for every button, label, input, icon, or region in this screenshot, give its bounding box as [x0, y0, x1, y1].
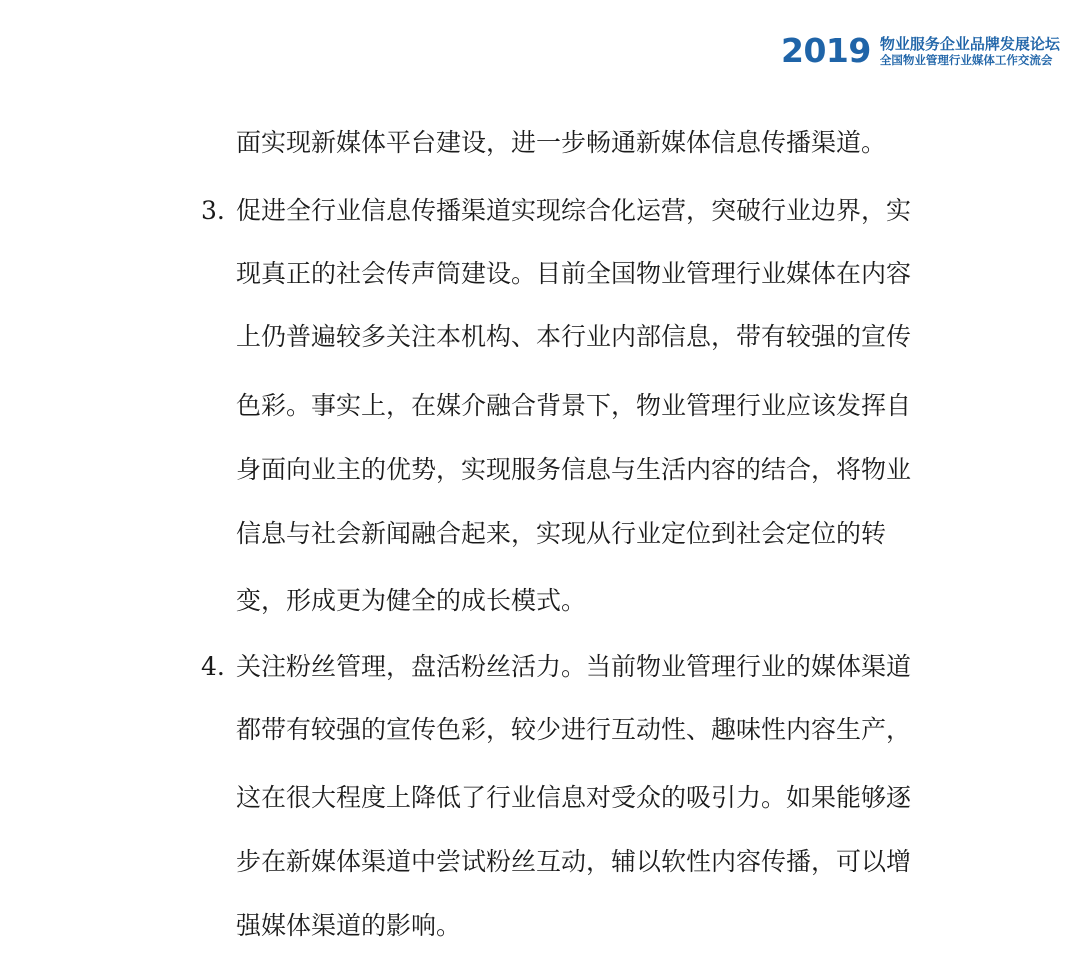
paragraph-line: 都带有较强的宣传色彩，较少进行互动性、趣味性内容生产， [236, 715, 912, 744]
paragraph-line: 变，形成更为健全的成长模式。 [236, 586, 587, 615]
logo-year: 2019 [781, 31, 871, 70]
list-number-4: 4. [201, 652, 225, 681]
logo-title: 物业服务企业品牌发展论坛 [879, 34, 1060, 53]
paragraph-line: 现真正的社会传声筒建设。目前全国物业管理行业媒体在内容 [236, 259, 912, 288]
paragraph-line: 强媒体渠道的影响。 [236, 911, 462, 940]
paragraph-line: 步在新媒体渠道中尝试粉丝互动，辅以软性内容传播，可以增 [236, 847, 912, 876]
paragraph-line: 上仍普遍较多关注本机构、本行业内部信息，带有较强的宣传 [236, 322, 912, 351]
paragraph-line: 关注粉丝管理，盘活粉丝活力。当前物业管理行业的媒体渠道 [236, 652, 912, 681]
paragraph-line: 色彩。事实上，在媒介融合背景下，物业管理行业应该发挥自 [236, 391, 912, 420]
paragraph-line: 促进全行业信息传播渠道实现综合化运营，突破行业边界，实 [236, 196, 912, 225]
list-number-3: 3. [201, 196, 225, 225]
paragraph-line: 信息与社会新闻融合起来，实现从行业定位到社会定位的转 [236, 519, 887, 548]
paragraph-line: 这在很大程度上降低了行业信息对受众的吸引力。如果能够逐 [236, 783, 912, 812]
paragraph-line: 身面向业主的优势，实现服务信息与生活内容的结合，将物业 [236, 455, 912, 484]
logo-text [880, 36, 1060, 67]
logo-subtitle: 全国物业管理行业媒体工作交流会 [879, 52, 1053, 67]
forum-logo [781, 31, 1060, 70]
paragraph-line: 面实现新媒体平台建设，进一步畅通新媒体信息传播渠道。 [236, 128, 887, 157]
